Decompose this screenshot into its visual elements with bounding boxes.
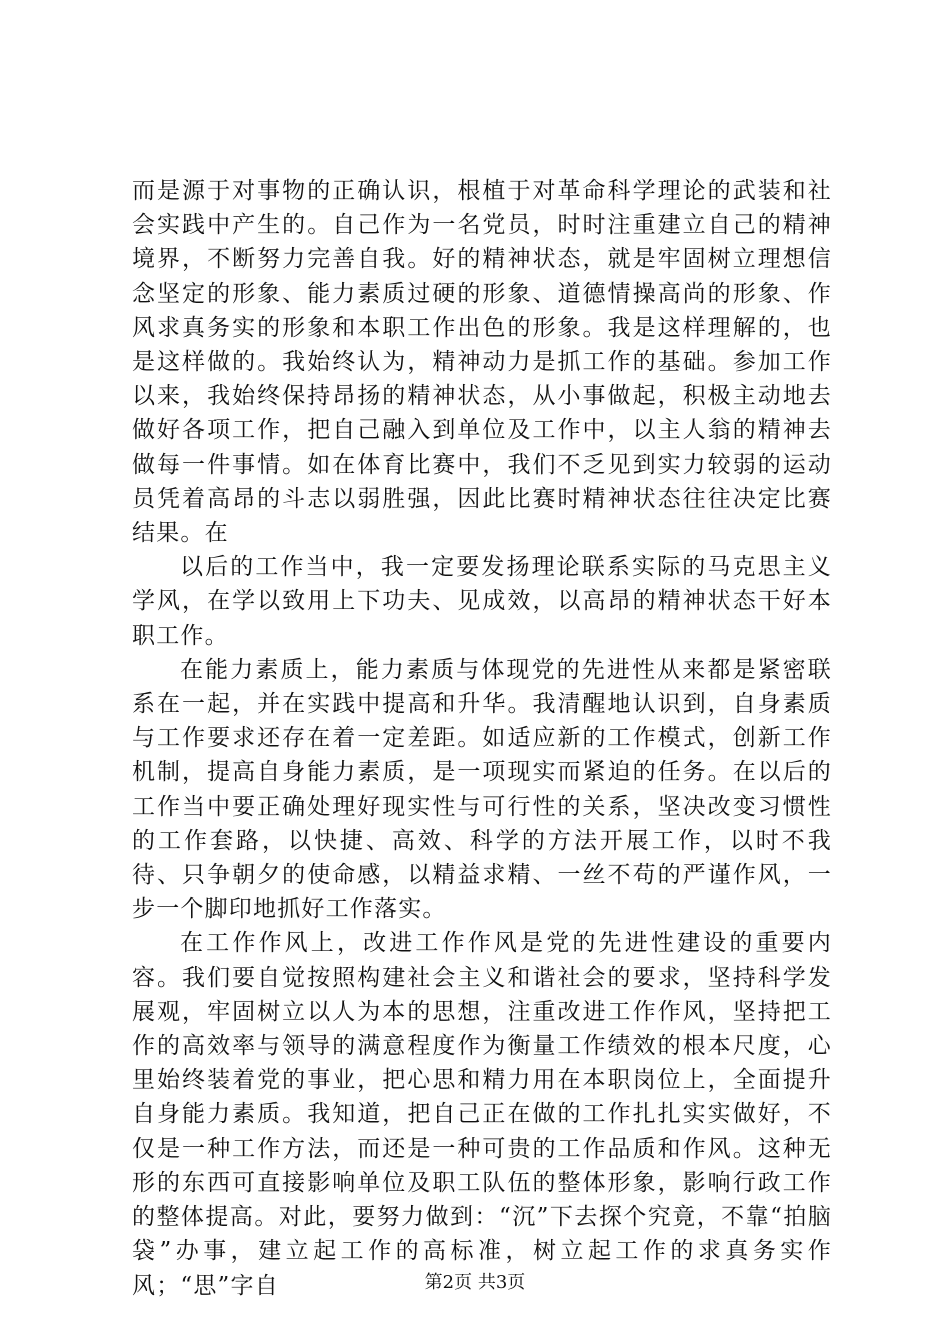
paragraph-3: 在能力素质上，能力素质与体现党的先进性从来都是紧密联系在一起，并在实践中提高和升华。我清醒地认识到，自身素质与工作要求还存在着一定差距。如适应新的工作模式，创新工作机制，提高自身能力素质，是一项现实而紧迫的任务。在以后的工作当中要正确处理好现实性与可行性的关系，坚决改变习惯性的工作套路，以快捷、高效、科学的方法开展工作，以时不我待、只争朝夕的使命感，以精益求精、一丝不苟的严谨作风，一步一个脚印地抓好工作落实。 [132, 656, 832, 923]
paragraph-4: 在工作作风上，改进工作作风是党的先进性建设的重要内容。我们要自觉按照构建社会主义和谐社会的要求，坚持科学发展观，牢固树立以人为本的思想，注重改进工作作风，坚持把工作的高效率与领导的满意程度作为衡量工作绩效的根本尺度，心里始终装着党的事业，把心思和精力用在本职岗位上，全面提升自身能力素质。我知道，把自己正在做的工作扎扎实实做好，不仅是一种工作方法，而还是一种可贵的工作品质和作风。这种无形的东西可直接影响单位及职工队伍的整体形象，影响行政工作的整体提高。对此，要努力做到：“沉”下去探个究竟，不靠“拍脑袋”办事，建立起工作的高标准，树立起工作的求真务实作风；“思”字自 [132, 930, 832, 1299]
paragraph-1: 而是源于对事物的正确认识，根植于对革命科学理论的武装和社会实践中产生的。自己作为一名党员，时时注重建立自己的精神境界，不断努力完善自我。好的精神状态，就是牢固树立理想信念坚定的形象、能力素质过硬的形象、道德情操高尚的形象、作风求真务实的形象和本职工作出色的形象。我是这样理解的，也是这样做的。我始终认为，精神动力是抓工作的基础。参加工作以来，我始终保持昂扬的精神状态，从小事做起，积极主动地去做好各项工作，把自己融入到单位及工作中，以主人翁的精神去做每一件事情。如在体育比赛中，我们不乏见到实力较弱的运动员凭着高昂的斗志以弱胜强，因此比赛时精神状态往往决定比赛结果。在 [132, 178, 832, 547]
page-number-footer: 第2页 共3页 [424, 1272, 526, 1293]
document-body [132, 174, 832, 1303]
paragraph-2: 以后的工作当中，我一定要发扬理论联系实际的马克思主义学风，在学以致用上下功夫、见成效，以高昂的精神状态干好本职工作。 [132, 554, 832, 649]
